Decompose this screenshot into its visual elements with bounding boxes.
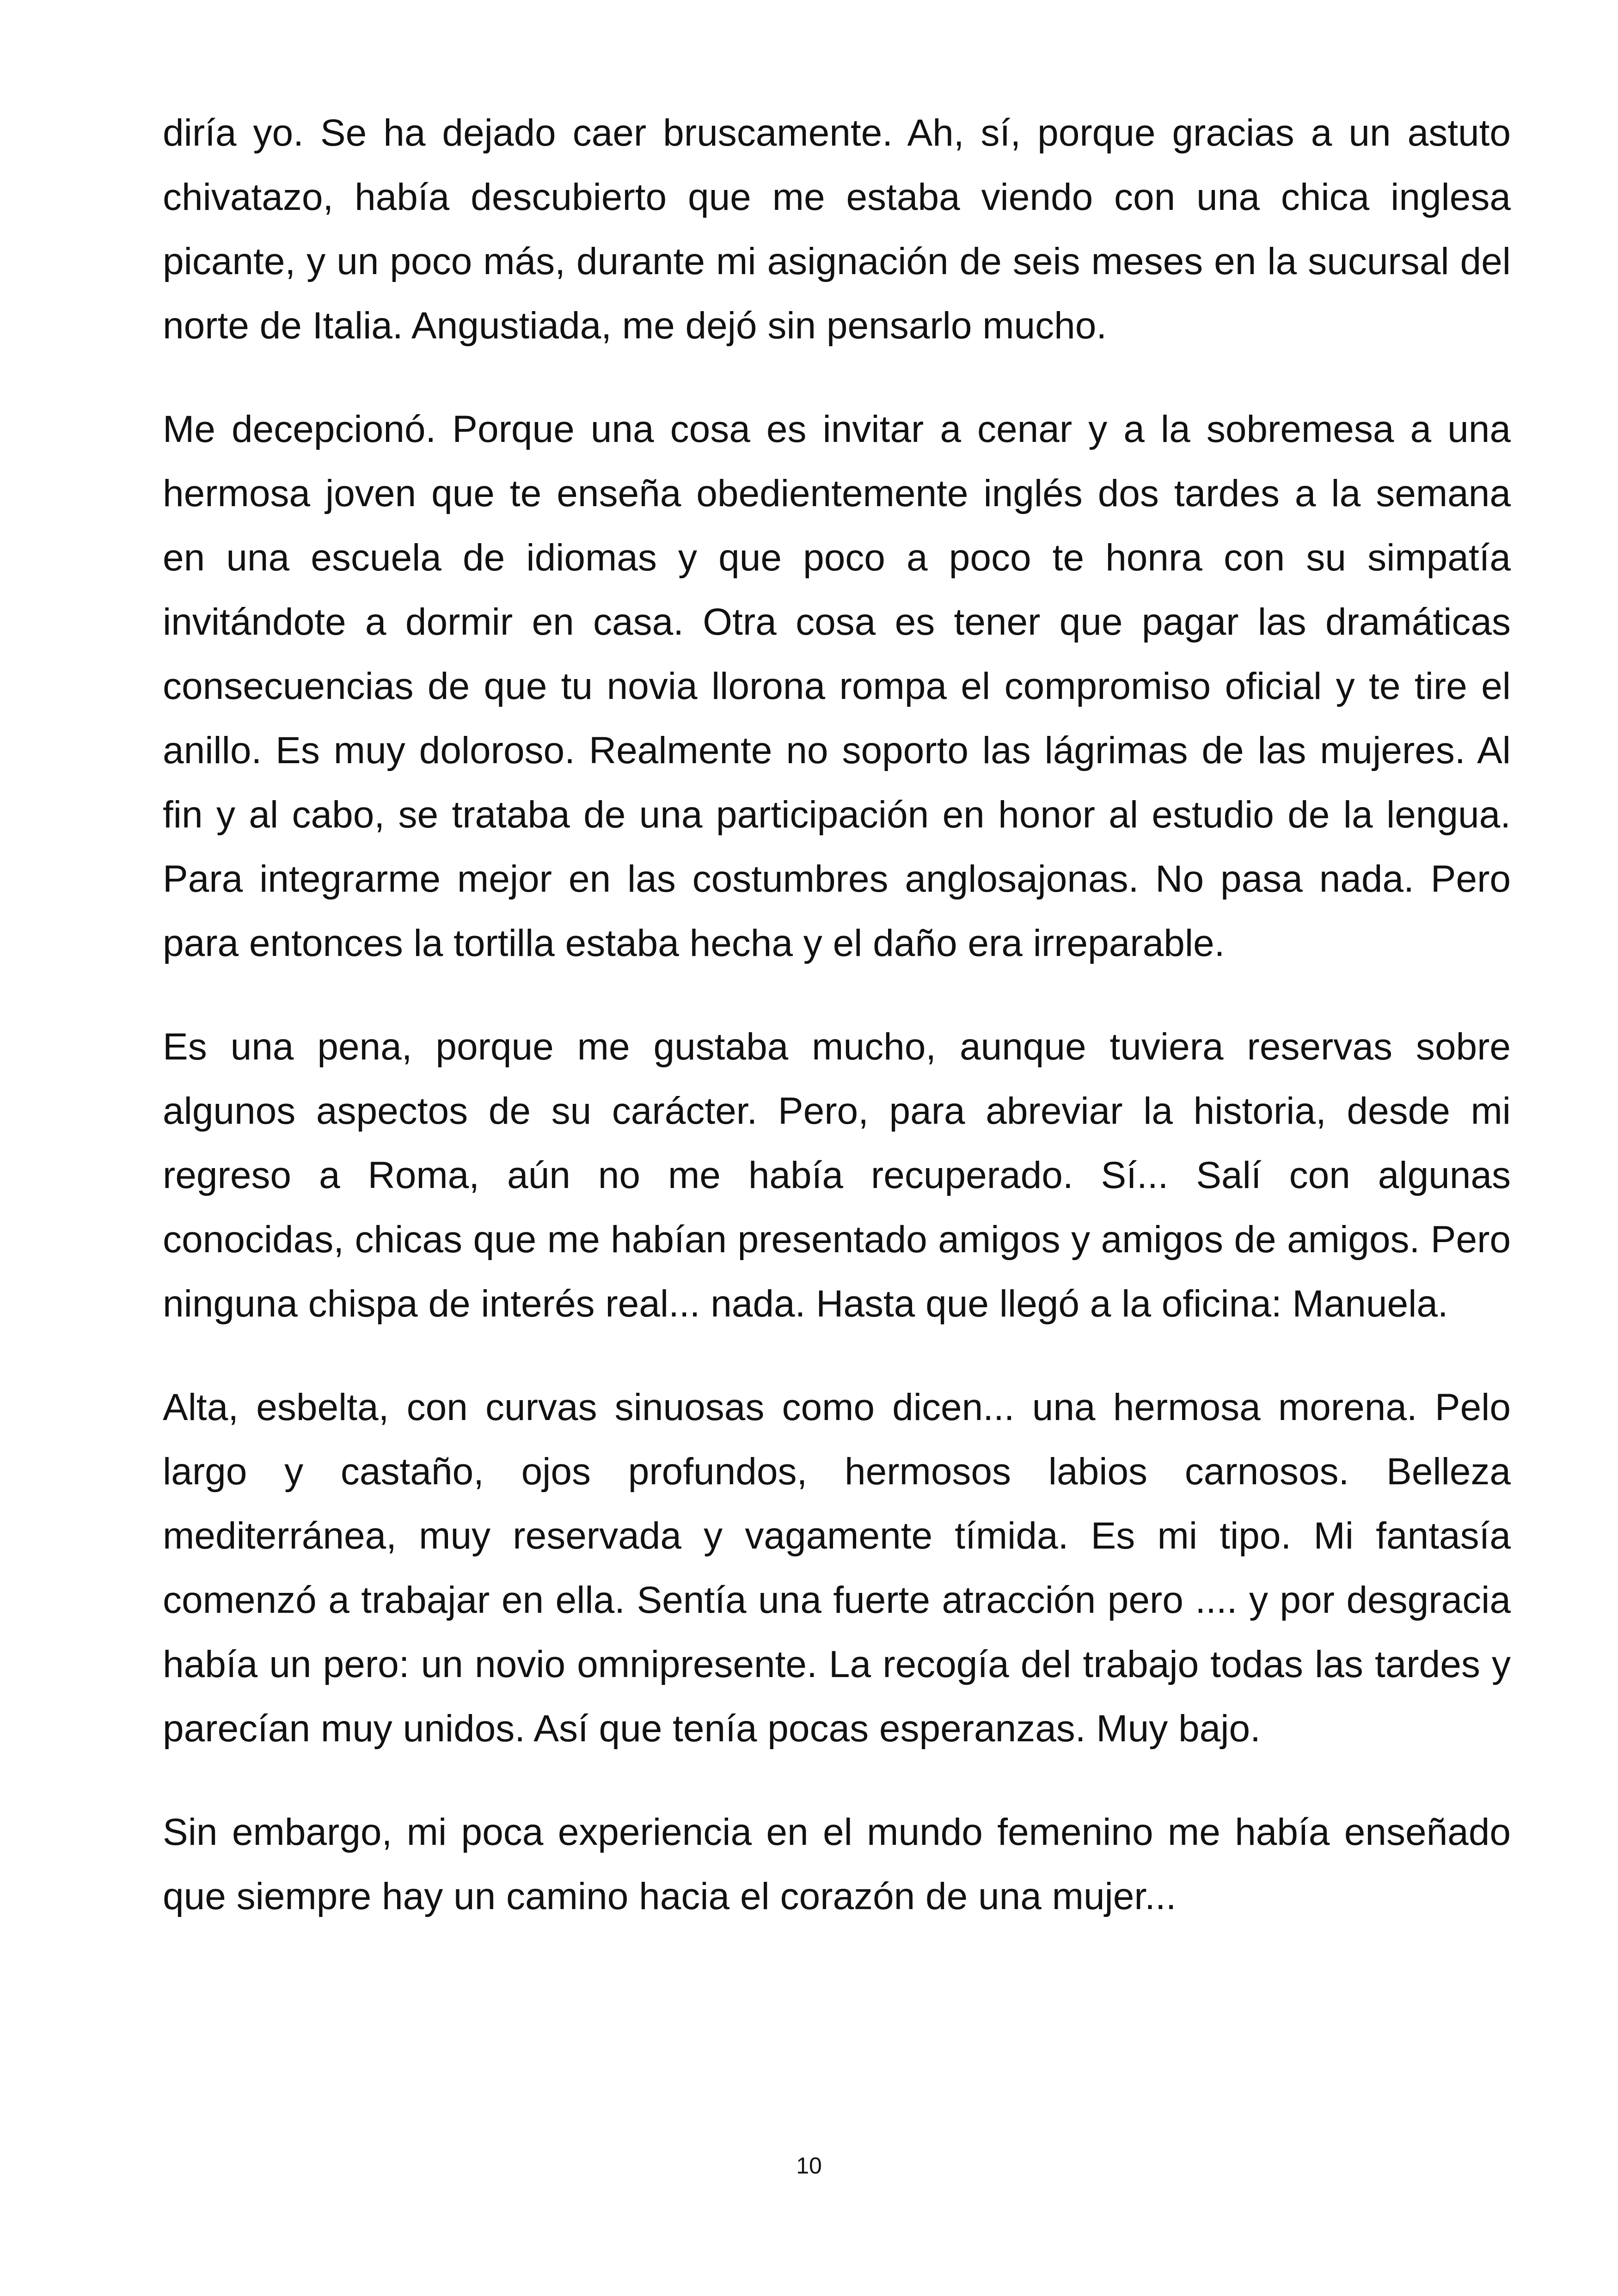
- paragraph-3: Es una pena, porque me gustaba mucho, aunque tuviera reservas sobre algunos aspectos de su carácter. Pero, para abreviar la historia, desde mi regreso a Roma, aún no me había recuperado. Sí... Salí con algunas conocidas, chicas que me habían presentado amigos y amigos de amigos. Pero ninguna chispa de interés real... nada. Hasta que llegó a la oficina: Manuela.: [163, 1026, 1511, 1325]
- page-number: 10: [796, 2153, 822, 2179]
- body-text: [163, 101, 1511, 1929]
- paragraph-4: Alta, esbelta, con curvas sinuosas como dicen... una hermosa morena. Pelo largo y castaño, ojos profundos, hermosos labios carnosos. Belleza mediterránea, muy reservada y vagamente tímida. Es mi tipo. Mi fantasía comenzó a trabajar en ella. Sentía una fuerte atracción pero .... y por desgracia había un pero: un novio omnipresente. La recogía del trabajo todas las tardes y parecían muy unidos. Así que tenía pocas esperanzas. Muy bajo.: [163, 1386, 1511, 1750]
- paragraph-5: Sin embargo, mi poca experiencia en el mundo femenino me había enseñado que siempre hay un camino hacia el corazón de una mujer...: [163, 1811, 1511, 1917]
- paragraph-2: Me decepcionó. Porque una cosa es invitar a cenar y a la sobremesa a una hermosa joven que te enseña obedientemente inglés dos tardes a la semana en una escuela de idiomas y que poco a poco te honra con su simpatía invitándote a dormir en casa. Otra cosa es tener que pagar las dramáticas consecuencias de que tu novia llorona rompa el compromiso oficial y te tire el anillo. Es muy doloroso. Realmente no soporto las lágrimas de las mujeres. Al fin y al cabo, se trataba de una participación en honor al estudio de la lengua. Para integrarme mejor en las costumbres anglosajonas. No pasa nada. Pero para entonces la tortilla estaba hecha y el daño era irreparable.: [163, 408, 1511, 964]
- paragraph-1: diría yo. Se ha dejado caer bruscamente. Ah, sí, porque gracias a un astuto chivatazo, había descubierto que me estaba viendo con una chica inglesa picante, y un poco más, durante mi asignación de seis meses en la sucursal del norte de Italia. Angustiada, me dejó sin pensarlo mucho.: [163, 112, 1511, 347]
